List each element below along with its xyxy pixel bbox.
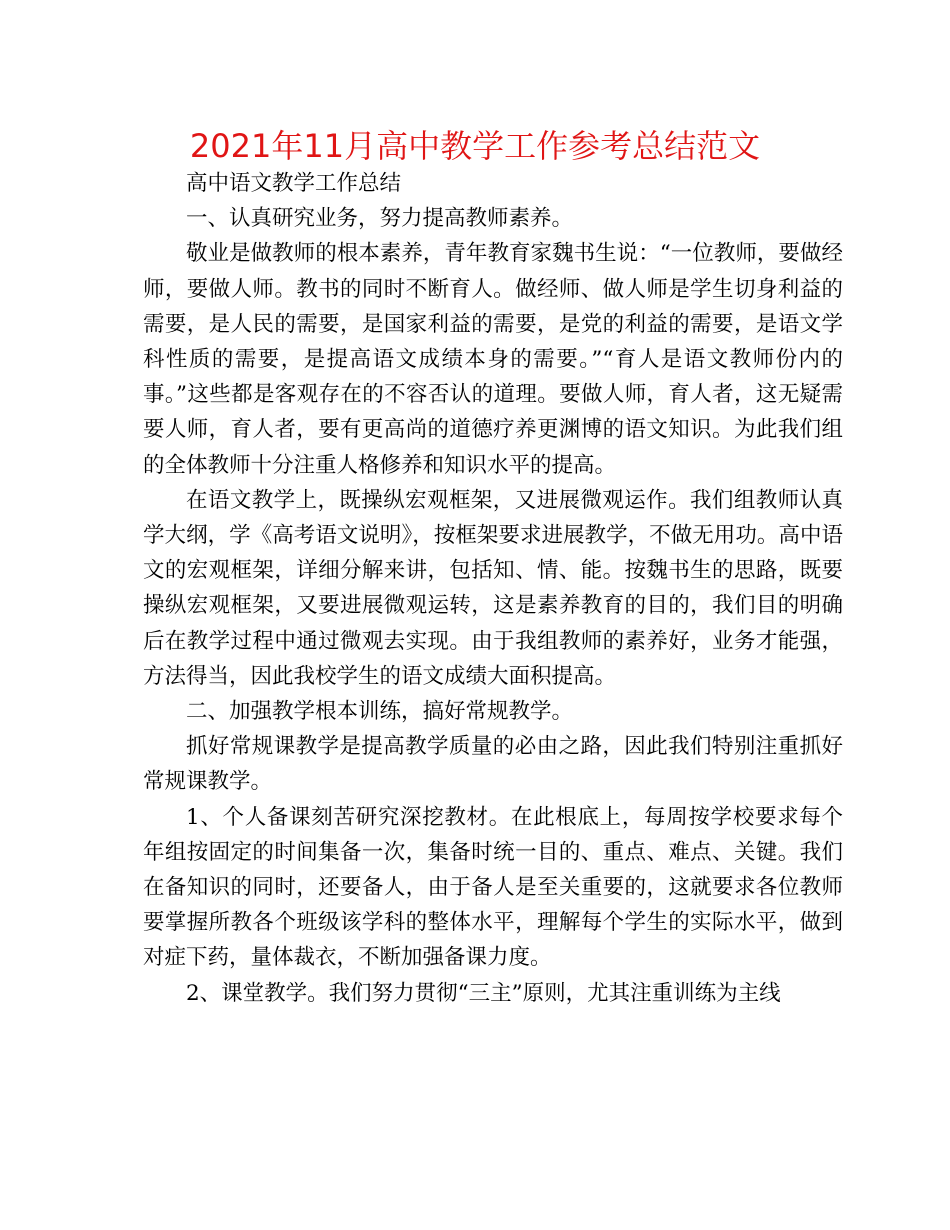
subsection-heading: 一、认真研究业务，努力提高教师素养。 [186, 206, 574, 232]
body-paragraph: 2、课堂教学。我们努力贯彻“三主”原则，尤其注重训练为主线 [186, 980, 781, 1006]
section-heading: 高中语文教学工作总结 [186, 171, 402, 196]
subsection-heading: 二、加强教学根本训练，搞好常规教学。 [186, 699, 574, 725]
body-paragraph: 1、个人备课刻苦研究深挖教材。在此根底上，每周按学校要求每个年组按固定的时间集备一次，集备时统一目的、重点、难点、关键。我们在备知识的同时，还要备人，由于备人是至关重要的，这就要求各位教师要掌握所教各个班级该学科的整体水平，理解每个学生的实际水平，做到对症下药，量体裁衣，不断加强备课力度。 [143, 804, 843, 971]
document-body [143, 166, 843, 1011]
body-paragraph: 敬业是做教师的根本素养，青年教育家魏书生说：“一位教师，要做经师，要做人师。教书的同时不断育人。做经师、做人师是学生切身利益的需要，是人民的需要，是国家利益的需要，是党的利益的需要，是语文学科性质的需要，是提高语文成绩本身的需要。”“育人是语文教师份内的事。”这些都是客观存在的不容否认的道理。要做人师，育人者，这无疑需要人师，育人者，要有更高尚的道德疗养更渊博的语文知识。为此我们组的全体教师十分注重人格修养和知识水平的提高。 [143, 241, 843, 478]
body-paragraph: 在语文教学上，既操纵宏观框架，又进展微观运作。我们组教师认真学大纲，学《高考语文说明》，按框架要求进展教学，不做无用功。高中语文的宏观框架，详细分解来讲，包括知、情、能。按魏书生的思路，既要操纵宏观框架，又要进展微观运转，这是素养教育的目的，我们目的明确后在教学过程中通过微观去实现。由于我组教师的素养好，业务才能强，方法得当，因此我校学生的语文成绩大面积提高。 [143, 487, 843, 689]
body-paragraph: 抓好常规课教学是提高教学质量的必由之路，因此我们特别注重抓好常规课教学。 [143, 734, 843, 795]
document-title: 2021年11月高中教学工作参考总结范文 [189, 127, 761, 165]
